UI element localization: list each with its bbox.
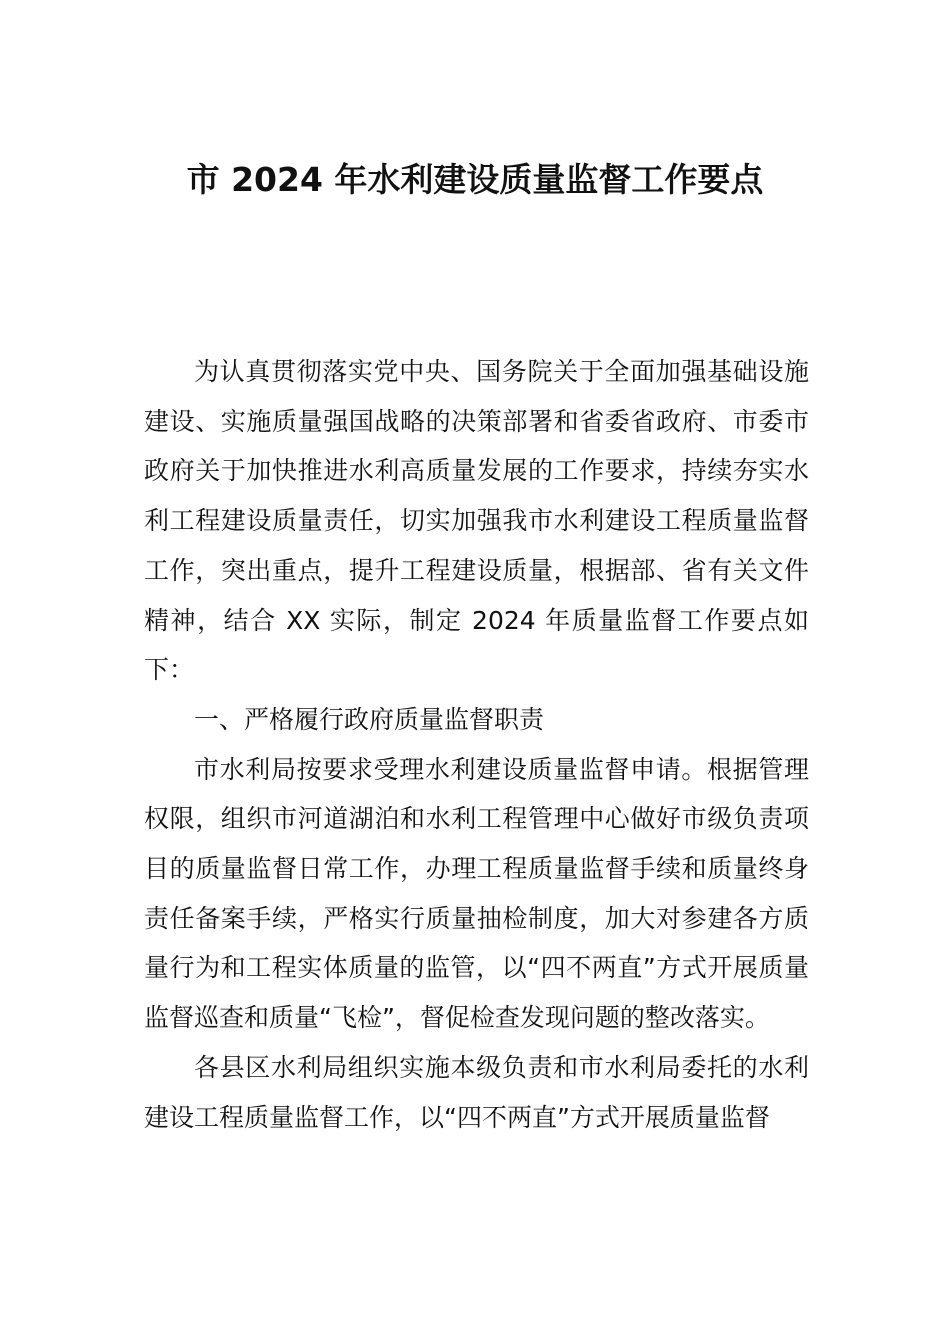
document-body <box>144 347 809 1142</box>
intro-paragraph: 为认真贯彻落实党中央、国务院关于全面加强基础设施建设、实施质量强国战略的决策部署和省委省政府、市委市政府关于加快推进水利高质量发展的工作要求，持续夯实水利工程建设质量责任，切实加强我市水利建设工程质量监督工作，突出重点，提升工程建设质量，根据部、省有关文件精神，结合 XX 实际，制定 2024 年质量监督工作要点如下： <box>144 357 809 685</box>
section-heading: 一、严格履行政府质量监督职责 <box>194 704 545 734</box>
body-paragraph: 市水利局按要求受理水利建设质量监督申请。根据管理权限，组织市河道湖泊和水利工程管理中心做好市级负责项目的质量监督日常工作，办理工程质量监督手续和质量终身责任备案手续，严格实行质量抽检制度，加大对参建各方质量行为和工程实体质量的监管，以“四不两直”方式开展质量监督巡查和质量“飞检”，督促检查发现问题的整改落实。 <box>144 754 809 1033</box>
document-title: 市 2024 年水利建设质量监督工作要点 <box>186 160 764 199</box>
body-paragraph: 各县区水利局组织实施本级负责和市水利局委托的水利建设工程质量监督工作，以“四不两直”方式开展质量监督 <box>144 1052 809 1132</box>
